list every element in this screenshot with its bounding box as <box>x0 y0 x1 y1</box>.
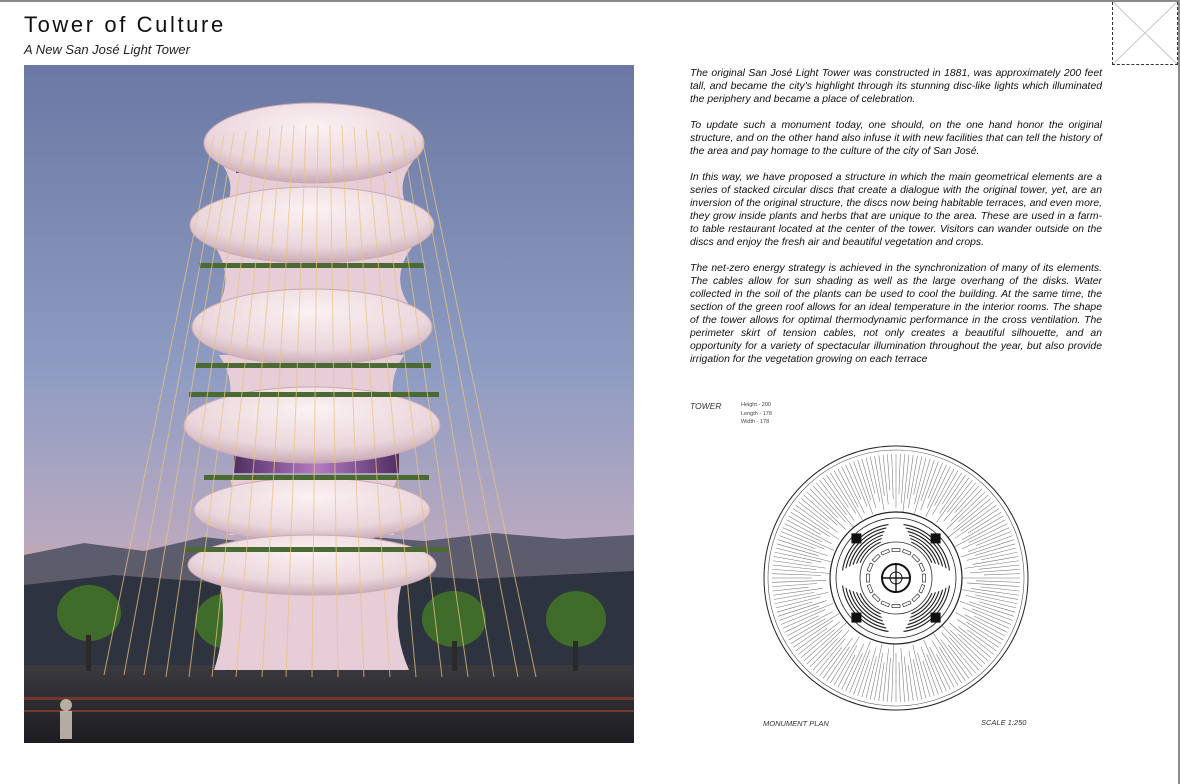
page-subtitle: A New San José Light Tower <box>24 42 190 57</box>
paragraph-energy: The net-zero energy strategy is achieved in the synchronization of many of its elements. The cables allow for sun shading as well as the large overhang of the disks. Water collected in the soil of the plants can be used to cool the building. At the same time, the section of the green roof allows for an ideal temperature in the interior rooms. The shape of the tower allows for optimal thermodynamic performance in the cross ventilation. The perimeter skirt of tension cables, not only creates a beautiful silhouette, and an opportunity for a variety of spectacular illumination throughout the year, but also provide irrigation for the vegetation growing on each terrace <box>690 263 1102 365</box>
tower-rendering <box>24 65 634 743</box>
tower-label: TOWER <box>690 401 722 411</box>
scale-caption: SCALE 1:250 <box>981 718 1027 727</box>
spec-length: Length - 178 <box>741 410 772 417</box>
paragraph-history: The original San José Light Tower was constructed in 1881, was approximately 200 feet tall, and became the city's highlight through its stunning disc-like lights which illuminated the periphery and became a place of celebration. <box>690 68 1102 105</box>
spec-height: Height - 200 <box>741 402 771 408</box>
paragraph-concept: In this way, we have proposed a structure in which the main geometrical elements are a series of stacked circular discs that create a dialogue with the original tower, yet, are an inversion of the original structure, the discs now being habitable terraces, and even more, they grow inside plants and herbs that are unique to the area. These are used in a farm-to table restaurant located at the center of the tower. Visitors can wander outside on the discs and enjoy the fresh air and beautiful vegetation and crops. <box>690 172 1102 248</box>
page-border-top <box>0 0 1180 2</box>
tower-specs <box>741 401 772 427</box>
spec-width: Width - 178 <box>741 419 770 425</box>
placeholder-image-box <box>1112 2 1178 65</box>
project-description <box>690 67 1102 379</box>
paragraph-intent: To update such a monument today, one should, on the one hand honor the original structure, and on the other hand also infuse it with new facilities that can tell the history of the area and pay homage to the culture of the city of San José. <box>690 120 1102 157</box>
plan-caption: MONUMENT PLAN <box>763 719 829 728</box>
page-title: Tower of Culture <box>24 12 226 37</box>
monument-plan-drawing <box>760 445 1042 720</box>
